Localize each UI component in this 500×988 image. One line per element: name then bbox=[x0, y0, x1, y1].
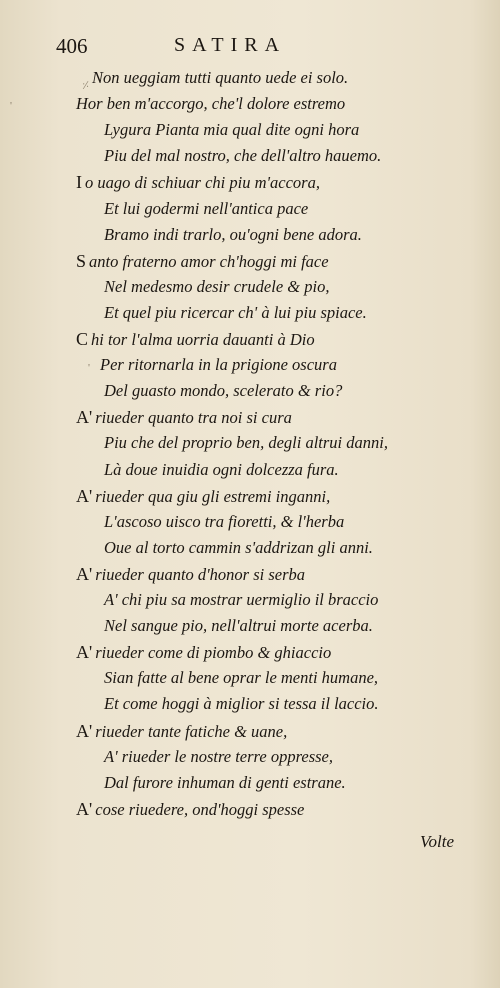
verse-text: L'ascoso uisco tra fioretti, & l'herba bbox=[104, 511, 345, 531]
verse-text: Nel sangue pio, nell'altrui morte acerba. bbox=[104, 616, 373, 636]
verse-line bbox=[104, 223, 362, 247]
initial-letter: C bbox=[76, 329, 89, 349]
verse-text: Non ueggiam tutti quanto uede ei solo. bbox=[92, 68, 349, 87]
verse-line bbox=[76, 92, 345, 116]
verse-text: Per ritornarla in la prigione oscura bbox=[100, 355, 337, 375]
verse-text: riueder quanto d'honor si serba bbox=[95, 564, 306, 584]
verse-text: o uago di schiuar chi piu m'accora, bbox=[85, 173, 320, 193]
verse-line bbox=[76, 170, 320, 194]
verse-line bbox=[104, 745, 333, 769]
page-number: 406 bbox=[56, 34, 88, 58]
verse-text: riueder quanto tra noi si cura bbox=[95, 408, 292, 428]
verse-text: Del guasto mondo, scelerato & rio? bbox=[104, 381, 343, 401]
verse-line bbox=[76, 484, 330, 508]
verse-text: Nel medesmo desir crudele & pio, bbox=[104, 276, 330, 296]
marginal-mark: ' bbox=[88, 362, 90, 374]
verse-line bbox=[100, 353, 337, 377]
initial-letter: A' bbox=[76, 798, 93, 819]
verse-line bbox=[92, 66, 348, 90]
verse-text: Hor ben m'accorgo, che'l dolore estremo bbox=[76, 94, 346, 114]
verse-line bbox=[76, 405, 292, 429]
verse-line bbox=[104, 588, 378, 612]
page-header bbox=[56, 34, 476, 64]
verse-text: riueder qua giu gli estremi inganni, bbox=[95, 486, 331, 506]
initial-letter: S bbox=[76, 250, 87, 271]
verse-text: riueder come di piombo & ghiaccio bbox=[95, 643, 332, 663]
initial-letter: I bbox=[76, 172, 82, 193]
verse-text: Là doue inuidia ogni dolcezza fura. bbox=[104, 459, 339, 479]
verse-line bbox=[104, 275, 329, 299]
verse-line bbox=[76, 640, 331, 664]
verse-line bbox=[76, 719, 287, 743]
verse-text: cose riuedere, ond'hoggi spesse bbox=[95, 799, 305, 819]
verse-line bbox=[104, 536, 373, 560]
verse-text: A' riueder le nostre terre oppresse, bbox=[104, 746, 333, 766]
verse-line bbox=[104, 614, 373, 638]
verse-text: riueder tante fatiche & uane, bbox=[95, 721, 288, 741]
verse-text: Bramo indi trarlo, ou'ogni bene adora. bbox=[104, 224, 362, 244]
verse-line bbox=[104, 144, 381, 168]
verse-text: Oue al torto cammin s'addrizan gli anni. bbox=[104, 537, 373, 557]
verse-line bbox=[76, 797, 304, 821]
verse-line bbox=[104, 510, 344, 534]
verse-line bbox=[104, 771, 346, 795]
marginal-mark: ⸓ bbox=[82, 80, 90, 92]
verse-text: A' chi piu sa mostrar uermiglio il braccio bbox=[104, 590, 379, 609]
verse-line bbox=[104, 379, 342, 403]
catchword: Volte bbox=[420, 832, 454, 851]
initial-letter: A' bbox=[76, 720, 93, 741]
verse-text: Sian fatte al bene oprar le menti humane, bbox=[104, 668, 379, 688]
verse-line bbox=[104, 666, 378, 690]
verse-line bbox=[76, 562, 305, 586]
initial-letter: A' bbox=[76, 485, 93, 506]
verse-line bbox=[76, 249, 329, 273]
verse-text: Dal furore inhuman di genti estrane. bbox=[104, 772, 346, 792]
marginal-mark: ' bbox=[10, 100, 12, 112]
verse-line bbox=[76, 327, 315, 351]
verse-line bbox=[104, 692, 379, 716]
verse-text: Lygura Pianta mia qual dite ogni hora bbox=[104, 120, 360, 140]
verse-text: hi tor l'alma uorria dauanti à Dio bbox=[91, 330, 315, 349]
verse-line bbox=[104, 431, 388, 455]
initial-letter: A' bbox=[76, 642, 93, 663]
running-title: SATIRA bbox=[174, 34, 287, 56]
verse-text: Piu del mal nostro, che dell'altro hauemo. bbox=[104, 146, 382, 166]
verse-line bbox=[104, 458, 339, 482]
initial-letter: A' bbox=[76, 407, 93, 428]
verse-line bbox=[104, 301, 367, 325]
verse-line bbox=[104, 197, 308, 221]
verse-line bbox=[104, 118, 359, 142]
verse-text: Et come hoggi à miglior si tessa il laccio. bbox=[104, 694, 379, 714]
verse-text: Et lui godermi nell'antica pace bbox=[104, 198, 309, 218]
verse-text: Piu che del proprio ben, degli altrui danni, bbox=[104, 433, 388, 453]
initial-letter: A' bbox=[76, 563, 93, 584]
verse-text: Et quel piu ricercar ch' à lui piu spiace. bbox=[104, 302, 367, 322]
verse-text: anto fraterno amor ch'hoggi mi face bbox=[89, 251, 329, 271]
